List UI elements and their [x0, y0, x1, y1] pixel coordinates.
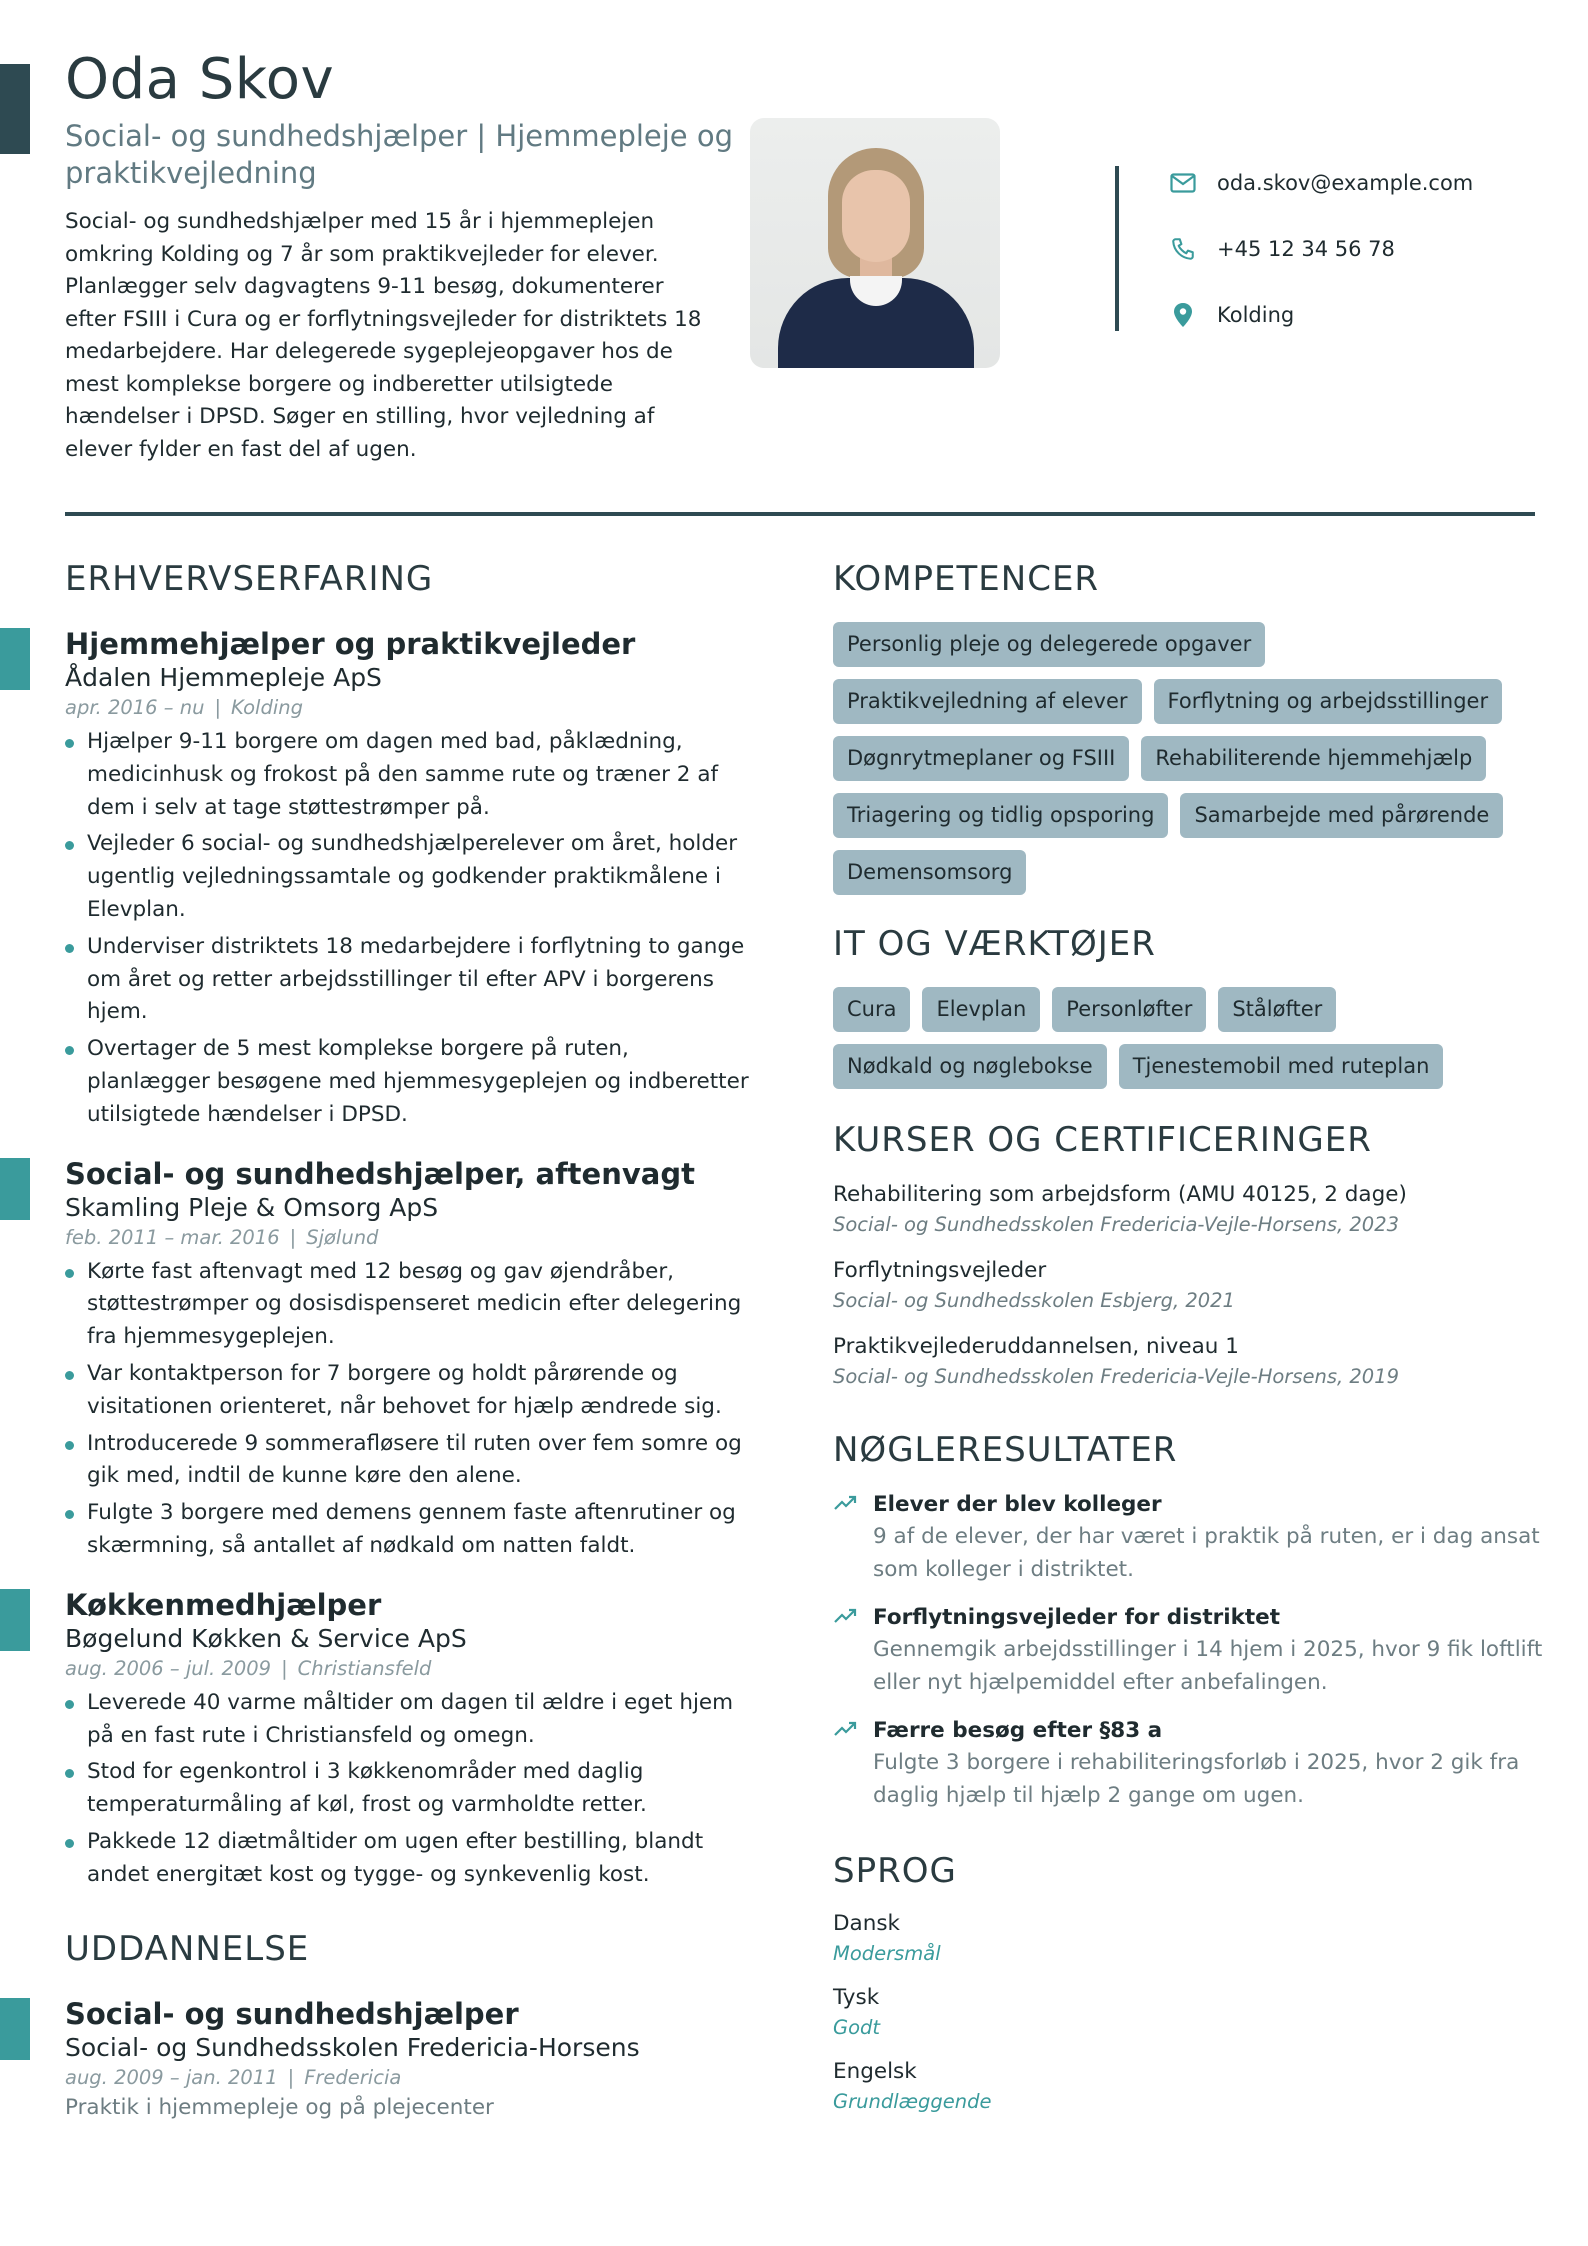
list-item: Leverede 40 varme måltider om dagen til ældre i eget hjem på en fast rute i Christiansfeld og omegn.	[65, 1687, 755, 1753]
job-company: Ådalen Hjemmepleje ApS	[65, 663, 382, 692]
language-level: Modersmål	[833, 1942, 941, 1965]
contact-location	[1169, 282, 1473, 348]
job-bullets	[65, 726, 755, 1132]
skill-tag: Samarbejde med pårørende	[1180, 793, 1503, 838]
job-entry	[65, 626, 755, 1132]
language-entry	[833, 1908, 1543, 1968]
language-level: Grundlæggende	[833, 2090, 992, 2113]
education-title: Social- og sundhedshjælper	[65, 1996, 519, 2031]
list-item: Vejleder 6 social- og sundhedshjælperelever om året, holder ugentlig vejledningssamtale og godkender praktikmålene i Elevplan.	[65, 828, 755, 926]
education-accent-bar	[0, 1998, 30, 2060]
mail-icon	[1169, 169, 1197, 197]
education-school: Social- og Sundhedsskolen Fredericia-Horsens	[65, 2032, 640, 2062]
result-entry	[833, 1602, 1543, 1699]
job-location: Christiansfeld	[297, 1656, 432, 1680]
tools-tags	[833, 987, 1543, 1089]
tool-tag: Nødkald og nøglebokse	[833, 1044, 1107, 1089]
job-meta: apr. 2016 – nu | Kolding	[65, 696, 304, 719]
job-meta: feb. 2011 – mar. 2016 | Sjølund	[65, 1225, 379, 1249]
education-meta: aug. 2009 – jan. 2011 | Fredericia	[65, 2065, 402, 2089]
job-company: Bøgelund Køkken & Service ApS	[65, 1623, 467, 1653]
list-item: Overtager de 5 mest komplekse borgere på ruten, planlægger besøgene med hjemmesygeplejen og indberetter utilsigtede hændelser i DPSD.	[65, 1033, 755, 1131]
job-title: Køkkenmedhjælper	[65, 1587, 382, 1622]
education-period: aug. 2009 – jan. 2011	[65, 2065, 278, 2089]
job-bullets	[65, 1256, 755, 1563]
result-text: 9 af de elever, der har været i praktik på ruten, er i dag ansat som kolleger i distriktet.	[873, 1524, 1540, 1582]
header-divider	[65, 512, 1535, 516]
job-period: aug. 2006 – jul. 2009	[65, 1656, 272, 1680]
candidate-name: Oda Skov	[65, 47, 335, 112]
list-item: Kørte fast aftenvagt med 12 besøg og gav øjendråber, støttestrømper og dosisdispenseret medicin efter delegering fra hjemmesygeplejen.	[65, 1256, 755, 1354]
tool-tag: Elevplan	[922, 987, 1040, 1032]
result-text: Fulgte 3 borgere i rehabiliteringsforløb i 2025, hvor 2 gik fra daglig hjælp til hjælp 2 gange om ugen.	[873, 1750, 1520, 1808]
list-item: Underviser distriktets 18 medarbejdere i forflytning to gange om året og retter arbejdsstillinger til efter APV i borgerens hjem.	[65, 931, 755, 1029]
result-title: Elever der blev kolleger	[873, 1492, 1162, 1517]
job-title: Social- og sundhedshjælper, aftenvagt	[65, 1156, 695, 1191]
course-entry	[833, 1179, 1543, 1239]
result-entry	[833, 1489, 1543, 1586]
course-name: Praktikvejlederuddannelsen, niveau 1	[833, 1334, 1239, 1359]
job-bullets	[65, 1687, 755, 1892]
result-text: Gennemgik arbejdsstillinger i 14 hjem i 2025, hvor 9 fik loftlift eller nyt hjælpemiddel efter anbefalingen.	[873, 1637, 1543, 1695]
job-title: Hjemmehjælper og praktikvejleder	[65, 627, 636, 661]
job-entry	[65, 1587, 755, 1892]
left-column	[65, 556, 755, 2124]
phone-icon	[1169, 235, 1197, 263]
result-entry	[833, 1715, 1543, 1812]
phone-text: +45 12 34 56 78	[1217, 237, 1395, 261]
skill-tag: Triagering og tidlig opsporing	[833, 793, 1168, 838]
contact-email[interactable]	[1169, 150, 1473, 216]
skill-tag: Rehabiliterende hjemmehjælp	[1141, 736, 1486, 781]
course-name: Forflytningsvejleder	[833, 1258, 1047, 1283]
header	[65, 48, 1535, 468]
result-title: Forflytningsvejleder for distriktet	[873, 1605, 1281, 1630]
course-entry	[833, 1331, 1543, 1391]
job-accent-bar	[0, 628, 30, 690]
language-level: Godt	[833, 2016, 881, 2039]
contact-block	[1115, 166, 1473, 331]
skill-tag: Forflytning og arbejdsstillinger	[1154, 679, 1503, 724]
job-meta: aug. 2006 – jul. 2009 | Christiansfeld	[65, 1656, 432, 1680]
courses-heading: KURSER OG CERTIFICERINGER	[833, 1120, 1372, 1160]
skills-heading: KOMPETENCER	[833, 559, 1100, 599]
education-heading: UDDANNELSE	[65, 1928, 310, 1969]
contact-phone[interactable]	[1169, 216, 1473, 282]
location-pin-icon	[1169, 301, 1197, 329]
job-company: Skamling Pleje & Omsorg ApS	[65, 1192, 439, 1222]
course-entry	[833, 1255, 1543, 1315]
tool-tag: Ståløfter	[1218, 987, 1336, 1032]
header-accent-bar	[0, 64, 30, 154]
skill-tag: Døgnrytmeplaner og FSIII	[833, 736, 1129, 781]
experience-heading: ERHVERVSERFARING	[65, 559, 434, 599]
education-note: Praktik i hjemmepleje og på plejecenter	[65, 2094, 494, 2120]
trending-up-icon	[833, 1493, 861, 1515]
candidate-title: Social- og sundhedshjælper | Hjemmepleje og praktikvejledning	[65, 119, 734, 190]
profile-summary: Social- og sundhedshjælper med 15 år i hjemmeplejen omkring Kolding og 7 år som praktikvejleder for elever. Planlægger selv dagvagtens 9-11 besøg, dokumenterer efter FSIII i Cura og er forflytningsvejleder for distriktets 18 medarbejdere. Har delegerede sygeplejeopgaver hos de mest komplekse borgere og indberetter utilsigtede hændelser i DPSD. Søger en stilling, hvor vejledning af elever fylder en fast del af ugen.	[65, 209, 702, 462]
list-item: Stod for egenkontrol i 3 køkkenområder med daglig temperaturmåling af køl, frost og varmholdte retter.	[65, 1756, 755, 1822]
education-location: Fredericia	[304, 2065, 402, 2089]
job-location: Kolding	[231, 696, 304, 719]
location-text: Kolding	[1217, 303, 1295, 327]
list-item: Pakkede 12 diætmåltider om ugen efter bestilling, blandt andet energitæt kost og tygge- og synkevenlig kost.	[65, 1826, 755, 1892]
result-title: Færre besøg efter §83 a	[873, 1718, 1163, 1743]
tool-tag: Personløfter	[1052, 987, 1206, 1032]
job-period: apr. 2016 – nu	[65, 696, 205, 719]
right-column	[833, 556, 1543, 2116]
profile-photo	[750, 118, 1000, 368]
course-meta: Social- og Sundhedsskolen Esbjerg, 2021	[833, 1289, 1235, 1312]
tool-tag: Cura	[833, 987, 910, 1032]
tool-tag: Tjenestemobil med ruteplan	[1119, 1044, 1444, 1089]
trending-up-icon	[833, 1606, 861, 1628]
job-accent-bar	[0, 1158, 30, 1220]
tools-heading: IT OG VÆRKTØJER	[833, 924, 1156, 964]
list-item: Introducerede 9 sommerafløsere til ruten over fem somre og gik med, indtil de kunne køre den alene.	[65, 1428, 755, 1494]
course-meta: Social- og Sundhedsskolen Fredericia-Vejle-Horsens, 2019	[833, 1365, 1400, 1388]
job-period: feb. 2011 – mar. 2016	[65, 1225, 280, 1249]
language-name: Engelsk	[833, 2059, 917, 2084]
education-entry	[65, 1996, 755, 2124]
skill-tag: Demensomsorg	[833, 850, 1026, 895]
list-item: Fulgte 3 borgere med demens gennem faste aftenrutiner og skærmning, så antallet af nødkald om natten faldt.	[65, 1497, 755, 1563]
course-name: Rehabilitering som arbejdsform (AMU 40125, 2 dage)	[833, 1182, 1407, 1207]
skills-tags	[833, 622, 1543, 895]
language-name: Dansk	[833, 1911, 901, 1936]
list-item: Hjælper 9-11 borgere om dagen med bad, påklædning, medicinhusk og frokost på den samme rute og træner 2 af dem i selv at tage støttestrømper på.	[65, 726, 755, 824]
language-entry	[833, 1982, 1543, 2042]
results-heading: NØGLERESULTATER	[833, 1430, 1178, 1470]
skill-tag: Personlig pleje og delegerede opgaver	[833, 622, 1265, 667]
job-accent-bar	[0, 1589, 30, 1651]
skill-tag: Praktikvejledning af elever	[833, 679, 1142, 724]
course-meta: Social- og Sundhedsskolen Fredericia-Vejle-Horsens, 2023	[833, 1213, 1400, 1236]
email-text: oda.skov@example.com	[1217, 171, 1474, 195]
list-item: Var kontaktperson for 7 borgere og holdt pårørende og visitationen orienteret, når behovet for hjælp ændrede sig.	[65, 1358, 755, 1424]
language-entry	[833, 2056, 1543, 2116]
trending-up-icon	[833, 1719, 861, 1741]
job-location: Sjølund	[306, 1225, 379, 1249]
job-entry	[65, 1156, 755, 1563]
language-name: Tysk	[833, 1985, 880, 2010]
languages-heading: SPROG	[833, 1851, 957, 1891]
